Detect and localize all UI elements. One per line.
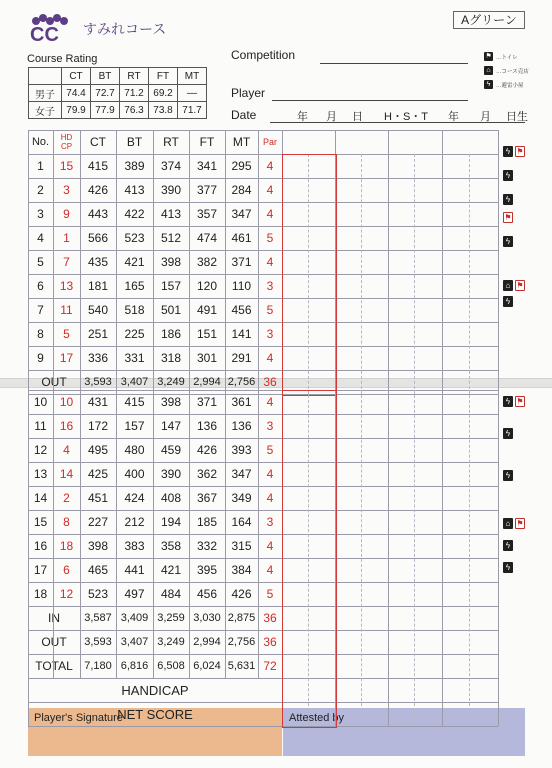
cell-2: 431	[87, 395, 109, 409]
cell-4: 408	[160, 491, 182, 505]
shelter-icon: ϟ	[503, 428, 513, 439]
cell-5: 151	[196, 327, 218, 341]
header-7: Par	[262, 137, 277, 147]
cell-0: 5	[37, 255, 44, 269]
cell-4: 194	[160, 515, 182, 529]
cell-6: 393	[231, 443, 252, 457]
cell-4: 157	[160, 279, 182, 293]
date-label: Date	[231, 108, 257, 122]
cell-1: 10	[59, 395, 74, 409]
cell-6: 136	[231, 419, 252, 433]
player-label: Player	[231, 86, 266, 100]
cell-2: 251	[87, 327, 109, 341]
cell-5: 382	[196, 255, 218, 269]
cell-4: 374	[160, 159, 182, 173]
grid-vline	[28, 130, 29, 394]
cell-6: 347	[231, 467, 252, 481]
grid-vline	[361, 390, 362, 726]
cell-5: 357	[196, 207, 218, 221]
cell-5: 332	[196, 539, 218, 553]
grid-vline	[414, 390, 415, 726]
cell-2: 540	[87, 303, 109, 317]
grid-hline	[28, 726, 498, 727]
grid-vline	[498, 390, 499, 726]
cell-6: 2,756	[227, 636, 256, 648]
rating-cell: 72.7	[91, 85, 120, 102]
cell-0: 2	[37, 183, 44, 197]
cell-3: 400	[124, 467, 145, 481]
grid-vline	[469, 154, 470, 394]
cell-3: 415	[124, 395, 145, 409]
cell-7: 4	[266, 183, 274, 197]
cell-7: 4	[266, 467, 274, 481]
rating-col: MT	[178, 68, 207, 85]
cell-4: 484	[160, 587, 182, 601]
cell-4: 318	[160, 351, 182, 365]
cell-2: 443	[87, 207, 109, 221]
cell-2: 3,593	[84, 376, 112, 388]
cell-3: 518	[124, 303, 145, 317]
hst-label: H・S・T	[384, 111, 428, 123]
cell-1: 7	[63, 255, 70, 269]
restroom-icon: ⚑	[516, 397, 524, 406]
hole-icons-2	[503, 170, 513, 181]
legend-shelter: ϟ …避雷小屋	[484, 80, 524, 89]
cell-4: 6,508	[157, 660, 185, 672]
cell-4: 147	[160, 419, 182, 433]
birth-year-label: 年	[448, 111, 459, 123]
grid-vline	[388, 390, 389, 726]
cell-4: 390	[160, 467, 182, 481]
cell-5: 185	[196, 515, 218, 529]
cell-6: 5,631	[227, 660, 256, 672]
restroom-icon: ⚑	[485, 53, 492, 60]
cell-5: 371	[196, 395, 218, 409]
cell-1: 1	[63, 231, 70, 245]
cell-5: 301	[196, 351, 218, 365]
grid-vline	[442, 390, 443, 726]
grid-vline	[116, 130, 117, 394]
cell-6: 426	[231, 587, 252, 601]
rating-row-men	[29, 85, 207, 102]
cell-0: 1	[37, 159, 44, 173]
shelter-icon: ϟ	[503, 146, 513, 157]
competition-label: Competition	[231, 48, 296, 62]
cell-0: 6	[37, 279, 44, 293]
cell-7: 3	[266, 327, 274, 341]
cell-3: 3,407	[120, 376, 149, 388]
shelter-icon: ϟ	[503, 194, 513, 205]
shelter-icon: ϟ	[503, 170, 513, 181]
cell-2: 415	[87, 159, 109, 173]
shop-icon: ⌂	[503, 518, 513, 529]
cell-1: 11	[60, 303, 73, 317]
cell-6: 371	[231, 255, 252, 269]
player-field[interactable]	[272, 100, 468, 101]
cell-3: 480	[124, 443, 145, 457]
hole-icons-7	[503, 280, 525, 291]
hole-icons-3	[503, 194, 513, 205]
hole-icons-5	[503, 236, 513, 247]
cell-6: 384	[231, 563, 252, 577]
legend-shop: ⌂ …コース売店	[484, 66, 529, 75]
cell-2: 435	[87, 255, 109, 269]
cell-0: 7	[37, 303, 44, 317]
cell-7: 4	[266, 491, 274, 505]
cell-2: 425	[87, 467, 109, 481]
cell-1: 13	[59, 279, 74, 293]
cell-1: 6	[63, 563, 70, 577]
grid-vline	[442, 130, 443, 394]
grid-vline	[28, 390, 29, 678]
cell-7: 4	[266, 563, 274, 577]
cell-5: 367	[196, 491, 218, 505]
cell-2: 465	[87, 563, 109, 577]
grid-vline	[225, 390, 226, 678]
hole-icons-17	[503, 540, 513, 551]
cell-7: 3	[266, 515, 274, 529]
cell-5: 395	[196, 563, 218, 577]
birthday-label: 日生	[506, 111, 528, 123]
cell-2: 227	[87, 515, 109, 529]
cell-6: 291	[231, 351, 252, 365]
shelter-icon: ϟ	[503, 562, 513, 573]
grid-vline	[153, 130, 154, 394]
cell-0: 12	[33, 443, 48, 457]
cell-3: 421	[124, 255, 145, 269]
cell-5: 341	[196, 159, 218, 173]
rating-header-row	[29, 68, 207, 85]
cell-7: 4	[266, 207, 274, 221]
header-1: HD CP	[60, 133, 73, 151]
cell-3: 3,407	[120, 636, 149, 648]
cell-7: 36	[263, 611, 277, 625]
legend-restroom: ⚑ …トイレ	[485, 53, 518, 61]
cell-0: 14	[33, 491, 48, 505]
cell-6: 110	[231, 279, 252, 293]
shelter-icon: ϟ	[484, 80, 493, 89]
cell-5: 491	[196, 303, 218, 317]
cell-3: 331	[124, 351, 145, 365]
cell-4: 501	[160, 303, 182, 317]
header-2: CT	[90, 135, 106, 149]
cell-2: 495	[87, 443, 109, 457]
cell-0: 16	[33, 539, 48, 553]
rating-cell: ―	[178, 85, 207, 102]
cell-0: 11	[34, 419, 47, 433]
cell-6: 295	[231, 159, 252, 173]
hole-icons-19	[503, 562, 513, 573]
cell-0: 15	[33, 515, 48, 529]
hole-icons-12	[503, 428, 513, 439]
course-name: すみれコース	[83, 21, 167, 37]
grid-vline	[388, 130, 389, 394]
header-0: No.	[31, 136, 50, 148]
hole-icons-14	[503, 470, 513, 481]
grid-vline	[414, 154, 415, 394]
cell-3: 6,816	[120, 660, 149, 672]
cell-3: 165	[124, 279, 145, 293]
cell-0: 9	[37, 351, 44, 365]
cell-4: 398	[160, 395, 182, 409]
shelter-icon: ϟ	[503, 396, 513, 407]
cell-6: 461	[231, 231, 252, 245]
cell-7: 4	[266, 351, 274, 365]
cell-0: 10	[33, 395, 48, 409]
shelter-icon: ϟ	[503, 540, 513, 551]
rating-cell: 71.7	[178, 102, 207, 119]
cell-4: 421	[160, 563, 182, 577]
cell-0: 17	[33, 563, 48, 577]
grid-vline	[225, 130, 226, 394]
shelter-icon: ϟ	[503, 236, 513, 247]
grid-vline	[189, 130, 190, 394]
rating-cell: 74.4	[62, 85, 91, 102]
rating-cell: 73.8	[149, 102, 178, 119]
cell-4: 398	[160, 255, 182, 269]
rating-cell: 69.2	[149, 85, 178, 102]
cell-1: 9	[63, 207, 70, 221]
cell-1: 12	[59, 587, 74, 601]
grid-vline	[153, 390, 154, 678]
cell-3: 225	[124, 327, 145, 341]
birth-month-label: 月	[480, 111, 491, 123]
cell-3: 523	[124, 231, 145, 245]
red-score-box-front[interactable]	[282, 154, 337, 396]
grid-vline	[258, 130, 259, 394]
hole-icons-1	[503, 146, 525, 157]
grid-vline	[189, 390, 190, 678]
rating-cell: 76.3	[120, 102, 149, 119]
cell-0: 4	[37, 231, 44, 245]
day-label: 日	[352, 111, 363, 123]
cell-0: 3	[37, 207, 44, 221]
header-6: MT	[232, 135, 251, 149]
cell-1: 5	[63, 327, 70, 341]
cell-5: 474	[196, 231, 218, 245]
cell-5: 2,994	[193, 376, 221, 388]
restroom-icon: ⚑	[504, 213, 512, 222]
cell-4: 358	[160, 539, 182, 553]
cell-4: 3,249	[157, 376, 185, 388]
cell-2: 566	[87, 231, 109, 245]
hole-icons-10	[503, 396, 525, 407]
cell-7: 36	[263, 635, 277, 649]
rating-col: FT	[149, 68, 178, 85]
cell-6: 456	[231, 303, 252, 317]
hole-icons-4	[503, 212, 513, 223]
cell-1: 18	[59, 539, 74, 553]
cell-2: 451	[87, 491, 109, 505]
cell-5: 120	[196, 279, 218, 293]
cell-6: 164	[231, 515, 252, 529]
header-4: RT	[163, 135, 179, 149]
cell-4: 186	[160, 327, 182, 341]
cell-1: 15	[59, 159, 74, 173]
cell-1: 16	[59, 419, 74, 433]
rating-col: BT	[91, 68, 120, 85]
month-label: 月	[326, 111, 337, 123]
cell-0: TOTAL	[35, 659, 73, 673]
signature-label: Player's Signature	[34, 712, 123, 724]
grid-vline	[498, 130, 499, 394]
competition-field[interactable]	[320, 63, 468, 64]
cell-0: IN	[48, 611, 60, 625]
shop-icon: ⌂	[503, 280, 513, 291]
restroom-icon: ⚑	[516, 281, 524, 290]
cell-3: 413	[124, 183, 145, 197]
cell-6: 361	[231, 395, 252, 409]
cell-3: 441	[124, 563, 145, 577]
cell-7: 5	[266, 303, 274, 317]
rating-cell: 男子	[29, 85, 62, 102]
cell-1: 8	[63, 515, 70, 529]
cell-0: OUT	[41, 635, 67, 649]
cell-3: 422	[124, 207, 145, 221]
cell-2: 181	[87, 279, 109, 293]
rating-title: Course Rating	[27, 53, 98, 65]
cell-7: 4	[266, 159, 274, 173]
cell-7: 4	[266, 255, 274, 269]
cell-5: 377	[196, 183, 218, 197]
grid-hline	[28, 130, 498, 131]
cell-1: 2	[63, 491, 70, 505]
shop-icon: ⌂	[484, 66, 493, 75]
shelter-icon: ϟ	[503, 470, 513, 481]
cell-5: 136	[196, 419, 218, 433]
cell-7: 4	[266, 539, 274, 553]
cell-2: 426	[87, 183, 109, 197]
cell-2: 7,180	[84, 660, 112, 672]
cell-1: 4	[63, 443, 70, 457]
grid-vline	[28, 678, 29, 726]
cell-5: 362	[196, 467, 218, 481]
cell-5: 2,994	[193, 636, 221, 648]
cell-5: 3,030	[193, 612, 221, 624]
green-label: Aグリーン	[453, 11, 525, 29]
cell-4: 413	[160, 207, 182, 221]
cell-1: 3	[63, 183, 70, 197]
cell-0: 13	[33, 467, 48, 481]
header-5: FT	[199, 135, 215, 149]
cell-7: 5	[266, 443, 274, 457]
cell-4: 3,249	[157, 636, 185, 648]
cell-2: 3,593	[84, 636, 112, 648]
cell-5: 426	[196, 443, 218, 457]
rating-row-women	[29, 102, 207, 119]
hole-icons-8	[503, 296, 513, 307]
rating-col: RT	[120, 68, 149, 85]
cell-3: 424	[124, 491, 145, 505]
shelter-icon: ϟ	[503, 296, 513, 307]
cell-6: 315	[231, 539, 252, 553]
rating-col: CT	[62, 68, 91, 85]
grid-vline	[53, 390, 54, 678]
cell-2: 398	[87, 539, 109, 553]
handicap-label: HANDICAP	[121, 682, 189, 698]
cell-7: 72	[263, 659, 277, 673]
cell-3: 383	[124, 539, 145, 553]
cell-5: 6,024	[193, 660, 221, 672]
logo-text: CC	[30, 24, 59, 43]
cell-3: 497	[124, 587, 145, 601]
cell-2: 172	[87, 419, 109, 433]
cell-6: 2,756	[227, 376, 256, 388]
cell-4: 3,259	[157, 612, 185, 624]
attested-label: Attested by	[289, 712, 345, 724]
cell-6: 349	[231, 491, 252, 505]
cell-1: 14	[59, 467, 74, 481]
cell-3: 212	[124, 515, 145, 529]
rating-cell: 71.2	[120, 85, 149, 102]
cell-6: 141	[231, 327, 252, 341]
grid-vline	[80, 390, 81, 678]
cell-3: 389	[124, 159, 145, 173]
cell-3: 157	[124, 419, 145, 433]
cell-7: 3	[266, 279, 274, 293]
hole-icons-16	[503, 518, 525, 529]
rating-table	[28, 67, 207, 119]
grid-vline	[53, 130, 54, 394]
cell-3: 3,409	[120, 612, 149, 624]
cell-2: 336	[87, 351, 109, 365]
cell-6: 2,875	[227, 612, 256, 624]
cell-6: 284	[231, 183, 252, 197]
rating-cell: 77.9	[91, 102, 120, 119]
cell-6: 347	[231, 207, 252, 221]
cell-4: 390	[160, 183, 182, 197]
restroom-icon: ⚑	[516, 147, 524, 156]
cell-7: 5	[266, 587, 274, 601]
rating-cell: 女子	[29, 102, 62, 119]
cell-4: 512	[160, 231, 182, 245]
grid-vline	[361, 154, 362, 394]
rating-col	[29, 68, 62, 85]
grid-vline	[258, 390, 259, 678]
cell-0: OUT	[41, 375, 67, 389]
club-logo	[28, 13, 80, 43]
cell-7: 5	[266, 231, 274, 245]
cell-7: 3	[266, 419, 274, 433]
rating-cell: 79.9	[62, 102, 91, 119]
grid-vline	[116, 390, 117, 678]
cell-1: 17	[59, 351, 74, 365]
restroom-icon: ⚑	[516, 519, 524, 528]
cell-0: 18	[33, 587, 48, 601]
cell-2: 523	[87, 587, 109, 601]
net-score-label: NET SCORE	[117, 706, 193, 722]
cell-7: 36	[263, 375, 277, 389]
cell-2: 3,587	[84, 612, 112, 624]
grid-vline	[80, 130, 81, 394]
grid-vline	[469, 390, 470, 726]
cell-4: 459	[160, 443, 182, 457]
cell-7: 4	[266, 395, 274, 409]
red-score-box-back[interactable]	[282, 390, 337, 728]
cell-5: 456	[196, 587, 218, 601]
header-3: BT	[126, 135, 143, 149]
year-label: 年	[297, 111, 308, 123]
cell-0: 8	[37, 327, 44, 341]
